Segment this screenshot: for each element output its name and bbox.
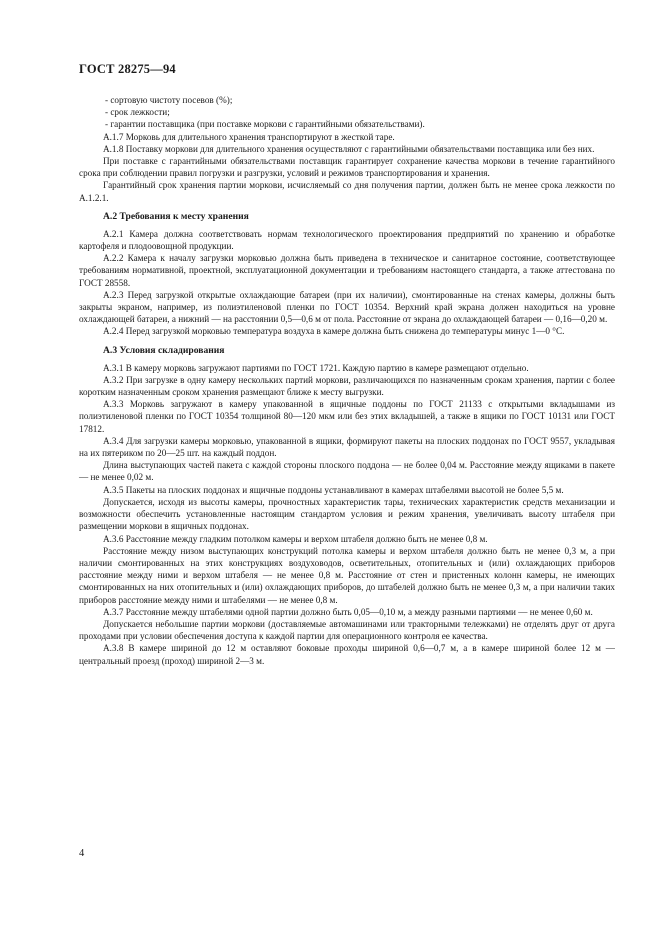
paragraph: Допускается, исходя из высоты камеры, прочностных характеристик тары, технических характеристик средств механизации и возможности обеспечить установленные настоящим стандартом условия и режим хранения, увеличивать высоту штабеля при размещении моркови в ящичных поддонах.: [79, 496, 615, 532]
paragraph: А.2.1 Камера должна соответствовать нормам технологического проектирования предприятий по хранению и обработке картофеля и плодоовощной продукции.: [79, 228, 615, 252]
paragraph: А.2.3 Перед загрузкой открытые охлаждающие батареи (при их наличии), смонтированные на стенах камеры, должны быть закрыты экраном, например, из полиэтиленовой пленки по ГОСТ 10354. Верхний край экрана должен находиться на уровне охлаждающей батареи, а нижний — на расстоянии 0,5—0,6 м от пола. Расстояние от экрана до охлаждающей батареи — 0,16—0,20 м.: [79, 289, 615, 325]
page-number: 4: [79, 848, 85, 859]
paragraph: А.3.3 Морковь загружают в камеру упакованной в ящичные поддоны по ГОСТ 21133 с открытыми вкладышами из полиэтиленовой пленки по ГОСТ 10354 толщиной 80—120 мкм или без этих вкладышей, а также в ящики по ГОСТ 10131 или ГОСТ 17812.: [79, 399, 615, 434]
paragraph: Допускается небольшие партии моркови (доставляемые автомашинами или тракторными тележками) не отделять друг от друга проходами при условии обеспечения доступа к каждой партии для операционного контроля ее качества.: [79, 618, 615, 642]
paragraph: А.3.7 Расстояние между штабелями одной партии должно быть 0,05—0,10 м, а между разными партиями — не менее 0,60 м.: [103, 606, 593, 617]
paragraph: А.2.2 Камера к началу загрузки морковью должна быть приведена в техническое и санитарное состояние, соответствующее требованиям нормативной, проектной, эксплуатационной документации и требованиям настоящего стандарта, а также аттестована по ГОСТ 28558.: [79, 253, 615, 288]
paragraph: А.3.1 В камеру морковь загружают партиями по ГОСТ 1721. Каждую партию в камере размещают отдельно.: [103, 362, 529, 373]
paragraph: Расстояние между низом выступающих конструкций потолка камеры и верхом штабеля должно быть не менее 0,3 м, а при наличии смонтированных на этих конструкциях воздуховодов, осветительных, отопительных и (или) охлаждающих приборов расстояние между ними и верхом штабеля — не менее 0,8 м. Расстояние от стен и пристенных колонн камеры, не имеющих смонтированных на них отопительных и (или) охлаждающих приборов, до штабелей должно быть не менее 0,3 м, а при наличии таких приборов расстояние между ними и штабелями — не менее 0,8 м.: [79, 545, 615, 605]
section-heading: А.2 Требования к месту хранения: [103, 210, 249, 222]
paragraph: Длина выступающих частей пакета с каждой стороны плоского поддона — не более 0,04 м. Расстояние между ящиками в пакете — не менее 0,02 м.: [79, 460, 615, 483]
paragraph: А.3.8 В камере шириной до 12 м оставляют боковые проходы шириной 0,6—0,7 м, а в камере шириной более 12 м — центральный проезд (проход) шириной 2—3 м.: [79, 643, 615, 666]
paragraph: А.3.5 Пакеты на плоских поддонах и ящичные поддоны устанавливают в камерах штабелями высотой не более 5,5 м.: [103, 484, 564, 495]
paragraph: А.1.7 Морковь для длительного хранения транспортируют в жесткой таре.: [103, 131, 395, 142]
paragraph: А.1.8 Поставку моркови для длительного хранения осуществляют с гарантийными обязательствами поставщика или без них.: [103, 143, 595, 154]
section-heading: А.3 Условия складирования: [103, 344, 225, 356]
paragraph: А.3.2 При загрузке в одну камеру нескольких партий моркови, различающихся по назначенным срокам хранения, партии с более коротким назначенным сроком хранения размещают ближе к месту выгрузки.: [79, 374, 615, 398]
list-item: - гарантии поставщика (при поставке моркови с гарантийными обязательствами).: [105, 119, 425, 130]
paragraph: При поставке с гарантийными обязательствами поставщик гарантирует сохранение качества моркови в течение гарантийного срока при соблюдении правил погрузки и разгрузки, условий и режимов транспортирования и хранения.: [79, 156, 615, 179]
list-item: - сортовую чистоту посевов (%);: [105, 95, 233, 105]
paragraph: А.3.4 Для загрузки камеры морковью, упакованной в ящики, формируют пакеты на плоских поддонах по ГОСТ 9557, укладывая на их пятериком по 20—25 шт. на каждый поддон.: [79, 435, 615, 459]
paragraph: А.3.6 Расстояние между гладким потолком камеры и верхом штабеля должно быть не менее 0,8 м.: [103, 533, 488, 544]
list-item: - срок лежкости;: [105, 107, 170, 118]
document-header: ГОСТ 28275—94: [79, 62, 176, 76]
paragraph: А.2.4 Перед загрузкой морковью температура воздуха в камере должна быть снижена до температуры минус 1—0 °С.: [103, 326, 565, 337]
paragraph: Гарантийный срок хранения партии моркови, исчисляемый со дня получения партии, должен быть не менее срока лежкости по А.1.2.1.: [79, 180, 615, 203]
document-body: [79, 94, 615, 667]
